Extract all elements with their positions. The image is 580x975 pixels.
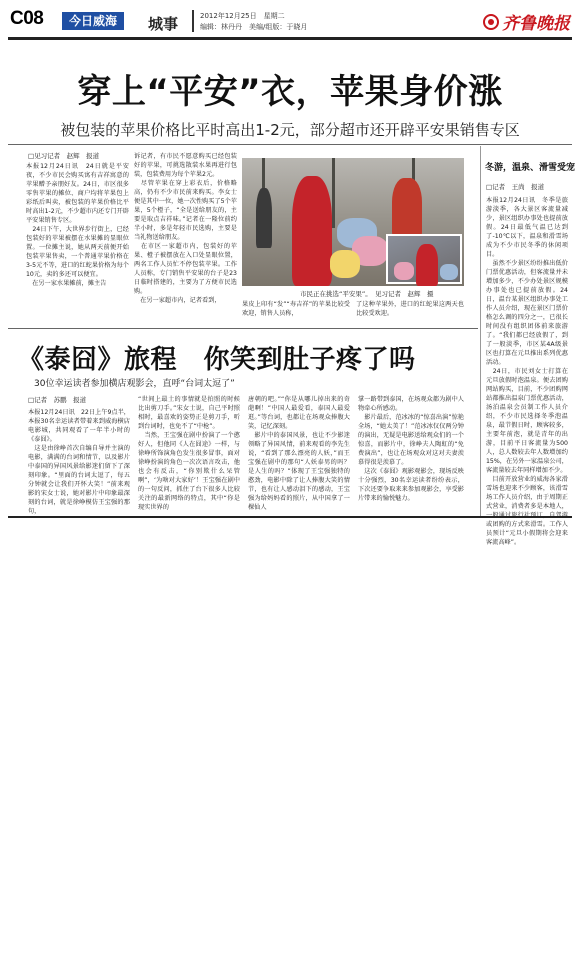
brand-logo: [483, 9, 570, 34]
article2-top-rule: [8, 328, 478, 329]
sidebar-text: 本报12月24日讯 冬季是旅游淡季，各大景区客流量减少，景区组织办事处也提前放假。24日最低气温已达到了-10℃以下，温泉和滑雪场成为不少市民冬季的休闲项目。 虽然不少景区纷纷推出低价门票优惠活动，但客流量并未增加多少，不少办处景区规模办事处也已提前放假。24日，温台某景区组织办事处工作人员介绍，现在景区门票价格怎么调的四分之一，已很长时间没有组织团体前来旅游了。“我们都已经放假了，到了一般淡季，市区某4A级景区也打算在元旦推出系列优惠活动。 24日，市民刘女士打算在元旦放假时泡温泉。便去团购网站购买，目前，不少团购网站都推出温泉门票优惠活动，汤泊温泉会员制工作人员介绍，不少市民选择冬季泡温泉，最节假日时，顾客较多，主要年前泡，就是青年的出游，目前平日客流量为500人，总人数较去年人数增加约15%，在另外一家温泉公司，客流量较去年同样增加不少。 目前开放营业的威海各家滑雪场也迎来不少顾客，该滑雪场工作人员介绍，由于周期正式营业，消费者多是本地人，一般通过旅行社预订，自驾游或团购的方式来滑雪。工作人员预计“元旦小假期将会迎来客流高峰”。: [486, 197, 568, 546]
main-subhead: 被包装的苹果价格比平时高出1-2元，部分超市还开辟平安果销售专区: [60, 121, 520, 139]
article1-col1: 本报12月24日讯 24日就是平安夜，不少市民会购买寓有吉祥寓意的苹果赠予亲朋好友。24日，市区很多零售苹果的摊位、商户均将苹果包上彩纸后叫卖，被包装的苹果价格比平时高出1-2元，不少超市内还专门开辟平安果销售专区。 24日下午，大世界步行街上，已经包装好的苹果被摆在水果摊的显眼位置。一位摊主说，她从两天前便开始包装苹果售卖，一个普通苹果价格在3-5元不等，进口的红蛇果价格为每个10元，卖的多还可以便宜。 在另一家水果摊前，摊主告: [26, 163, 129, 287]
news-photo: [242, 158, 464, 286]
newspaper-page: [8, 6, 576, 546]
page-header: [8, 6, 572, 36]
article2-subhead: 30位幸运读者参加横店观影会，直呼“台词太逗了”: [34, 379, 235, 389]
article1-col2: 诉记者，有市民不愿意购买已经包装好的苹果，可挑选散装水果再进行包装，包装费用为每个苹果2元。 尽管苹果在穿上彩衣后，价格略高，仍有不少市民前来购买。李女士便是其中一位，她一次性购买了5个苹果，5个橙子，“全是送给朋友的，主要是取点吉祥味。”记者在一隆位前约半小时，多是年轻市民选购，主要是当礼物送给朋友。 在市区一家超市内，包装好的苹果、橙子被摆放在入口处显眼位置，两名工作人员忙不停包装苹果。工作人员称，专门销售平安果的台子是23日临时搭建的，主要为了方便市民选购。 在另一家超市内，记者看到，: [134, 153, 237, 304]
main-headline: 穿上“平安”衣，苹果身价涨: [77, 72, 503, 112]
header-rule: [8, 37, 572, 40]
sidebar-divider: [480, 146, 481, 516]
page-number: C08: [10, 8, 44, 29]
article1-col3a: 果皮上印有“发”“寿吉祥”的苹果比较受欢迎，销售人员称，: [242, 301, 350, 317]
headline-rule: [8, 144, 572, 145]
date-line: 2012年12月25日 星期二: [200, 12, 285, 20]
column-name: 城事: [148, 15, 179, 33]
article2-col1: 本报12月24日讯 22日上午9点半，本报30名幸运读者带着来到威海横店电影城，共同观看了一年半小时的《泰囧》。 这是由徐峥首次自编自导并主演的电影，满满的台词和情节，以及影片中泰国的异国风景给影迷们留下了深刻印象。“里面的台词太逗了，每五分钟就会让我们开怀大笑！”前来观影的宋女士说，她对影片中印象最深刻的台词，就是徐峥模仿王宝强的那句，: [28, 409, 130, 515]
section-tag: 今日威海: [62, 12, 124, 30]
article1-col3b: 了这种苹果外，进口的红蛇果这两天也比较受欢迎。: [356, 301, 464, 317]
brand-emblem-icon: [483, 14, 499, 30]
sidebar-title: 冬游，温泉、滑雪受宠: [485, 163, 576, 173]
article2-col2: “世间上最土的事情就是拍照的时候比出剪刀手。”宋女士说，自己平时照相时，最喜欢的姿势正是剪刀手，听到台词时，也免不了“中枪”。 当然，王宝强在剧中扮演了一个憨好人，但他同《人在囧途》一样，与徐峥所饰演角色发生很多冒事，面对徐峥扮演的角色一次次语言攻击，他也会有反击，“你别欺什么呆管啊”，‘为啥对大家好’！王宝强在剧中的一句反问，抓住了台下很多人比较关注的最新网络的特点，其中“你是现实世界的: [138, 396, 240, 511]
header-divider: [192, 10, 194, 32]
editor-line: 编辑：林丹丹 美编/组版：于晓月: [200, 23, 308, 31]
brand-name: 齐鲁晚报: [502, 14, 570, 34]
sidebar-byline: □记者 王尚 报道: [486, 183, 545, 191]
article2-byline: □记者 苏鹏 报道: [28, 396, 87, 404]
article1-byline: □见习记者 赵辉 报道: [28, 152, 100, 160]
photo-shopper: [292, 176, 332, 286]
article2-headline: 《泰囧》旅程 你笑到肚子疼了吗: [18, 345, 416, 375]
article2-col3: 唐朝的吧。”“你是从哪儿掉出来的奇葩啊！”中国人最爱看，泰国人最爱逛。”等台词，也都让在场观众捧腹大笑，记忆深刻。 影片中的泰国风景，也让不少影迷领略了异国风情，前来观看的李先生说，“看到了那么漂亮的人妖，”而王宝强在剧中的那句“人妖泰男的吗？是人生的吗？”体现了王宝强独特的憨劲，电影中除了让人捧腹大笑的情节，也有让人感动泪下的感动，王宝强为给妈妈看的照片，从中国拿了一棵仙人: [248, 396, 350, 511]
photo-inset: [386, 234, 462, 284]
article2-col4: 掌一路带到泰国，在场观众都为剧中人物牵心所感动。 影片最后，范冰冰的“惊喜出演”惊艳全场，“她太美了！”范冰冰仅仅两分钟的演出，无疑是电影送给观众们的一个惊喜，而影片中，徐峥夫人陶虹的“免费演出”，也让在场观众对这对夫妻羡慕得很是羡慕了。 这次《泰囧》观影观影会，现场反映十分强烈，30名幸运读者纷纷表示，下次还要争取来来参加观影会，享受影片带来的愉悦魅力。: [358, 396, 464, 502]
photo-caption: 市民正在挑选“平安果”。 见习记者 赵辉 摄: [300, 290, 434, 298]
